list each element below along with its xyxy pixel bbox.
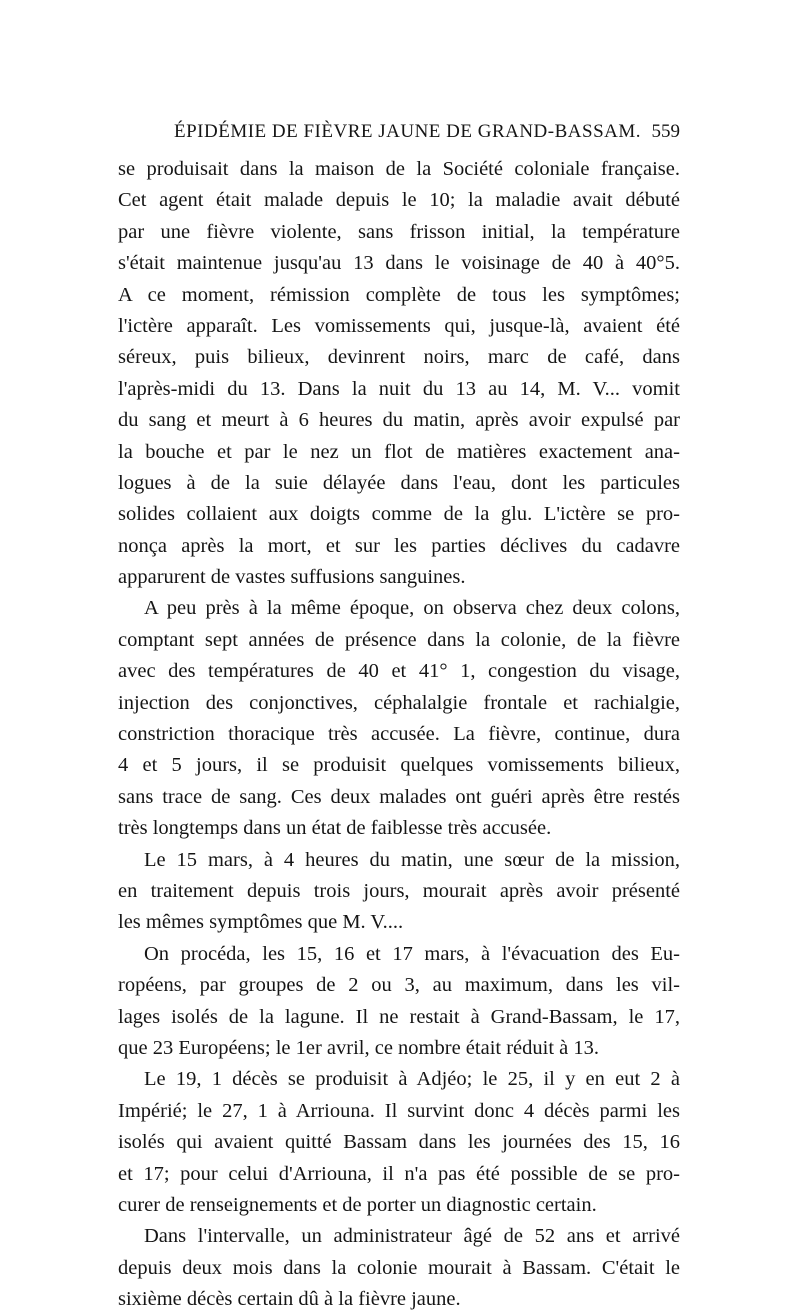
page-number: 559 (651, 121, 680, 142)
running-head (118, 121, 680, 143)
text-line: séreux, puis bilieux, devinrent noirs, marc de café, dans (118, 346, 680, 369)
text-line: A ce moment, rémission complète de tous les symptômes; (118, 283, 680, 306)
text-line: avec des températures de 40 et 41° 1, congestion du visage, (118, 660, 680, 683)
text-line: s'était maintenue jusqu'au 13 dans le voisinage de 40 à 40°5. (118, 252, 680, 275)
text-line: Le 19, 1 décès se produisit à Adjéo; le 25, il y en eut 2 à (144, 1068, 680, 1091)
text-line: les mêmes symptômes que M. V.... (118, 911, 404, 934)
paragraph (118, 939, 680, 1065)
paragraph (118, 154, 680, 593)
text-line: l'ictère apparaît. Les vomissements qui, jusque-là, avaient été (118, 314, 680, 337)
text-line: constriction thoracique très accusée. La fièvre, continue, dura (118, 723, 680, 746)
text-line: que 23 Européens; le 1er avril, ce nombre était réduit à 13. (118, 1036, 599, 1059)
paragraph (118, 845, 680, 939)
text-line: lages isolés de la lagune. Il ne restait à Grand-Bassam, le 17, (118, 1005, 680, 1028)
text-line: isolés qui avaient quitté Bassam dans les journées des 15, 16 (118, 1131, 680, 1154)
text-line: en traitement depuis trois jours, mourait après avoir présenté (118, 879, 680, 902)
text-line: se produisait dans la maison de la Société coloniale française. (118, 158, 680, 180)
text-line: comptant sept années de présence dans la colonie, de la fièvre (118, 628, 680, 651)
text-line: Impérié; le 27, 1 à Arriouna. Il survint donc 4 décès parmi les (118, 1099, 680, 1122)
text-line: apparurent de vastes suffusions sanguines. (118, 566, 466, 589)
body-text (118, 154, 680, 1315)
text-line: Le 15 mars, à 4 heures du matin, une sœur de la mission, (144, 848, 680, 871)
text-line: injection des conjonctives, céphalalgie frontale et rachialgie, (118, 691, 680, 714)
paragraph (118, 1064, 680, 1221)
running-title: ÉPIDÉMIE DE FIÈVRE JAUNE DE GRAND-BASSAM. (174, 121, 641, 142)
text-line: logues à de la suie délayée dans l'eau, dont les particules (118, 471, 680, 494)
text-line: solides collaient aux doigts comme de la glu. L'ictère se pro- (118, 503, 680, 526)
text-line: depuis deux mois dans la colonie mourait à Bassam. C'était le (118, 1256, 680, 1279)
text-line: sans trace de sang. Ces deux malades ont guéri après être restés (118, 785, 680, 808)
text-line: curer de renseignements et de porter un diagnostic certain. (118, 1193, 597, 1216)
text-line: du sang et meurt à 6 heures du matin, après avoir expulsé par (118, 409, 680, 432)
text-line: ropéens, par groupes de 2 ou 3, au maximum, dans les vil- (118, 974, 680, 997)
text-line: par une fièvre violente, sans frisson initial, la température (118, 220, 680, 243)
text-line: Cet agent était malade depuis le 10; la maladie avait débuté (118, 189, 680, 212)
text-line: l'après-midi du 13. Dans la nuit du 13 au 14, M. V... vomit (118, 377, 680, 400)
text-line: très longtemps dans un état de faiblesse très accusée. (118, 817, 552, 840)
text-line: sixième décès certain dû à la fièvre jaune. (118, 1288, 461, 1311)
text-line: la bouche et par le nez un flot de matières exactement ana- (118, 440, 680, 463)
paragraph (118, 593, 680, 844)
text-line: On procéda, les 15, 16 et 17 mars, à l'évacuation des Eu- (144, 942, 680, 965)
text-line: A peu près à la même époque, on observa chez deux colons, (144, 597, 680, 620)
paragraph (118, 1221, 680, 1315)
text-line: Dans l'intervalle, un administrateur âgé de 52 ans et arrivé (144, 1225, 680, 1248)
text-line: 4 et 5 jours, il se produisit quelques vomissements bilieux, (118, 754, 680, 777)
text-line: nonça après la mort, et sur les parties déclives du cadavre (118, 534, 680, 557)
text-line: et 17; pour celui d'Arriouna, il n'a pas été possible de se pro- (118, 1162, 680, 1185)
